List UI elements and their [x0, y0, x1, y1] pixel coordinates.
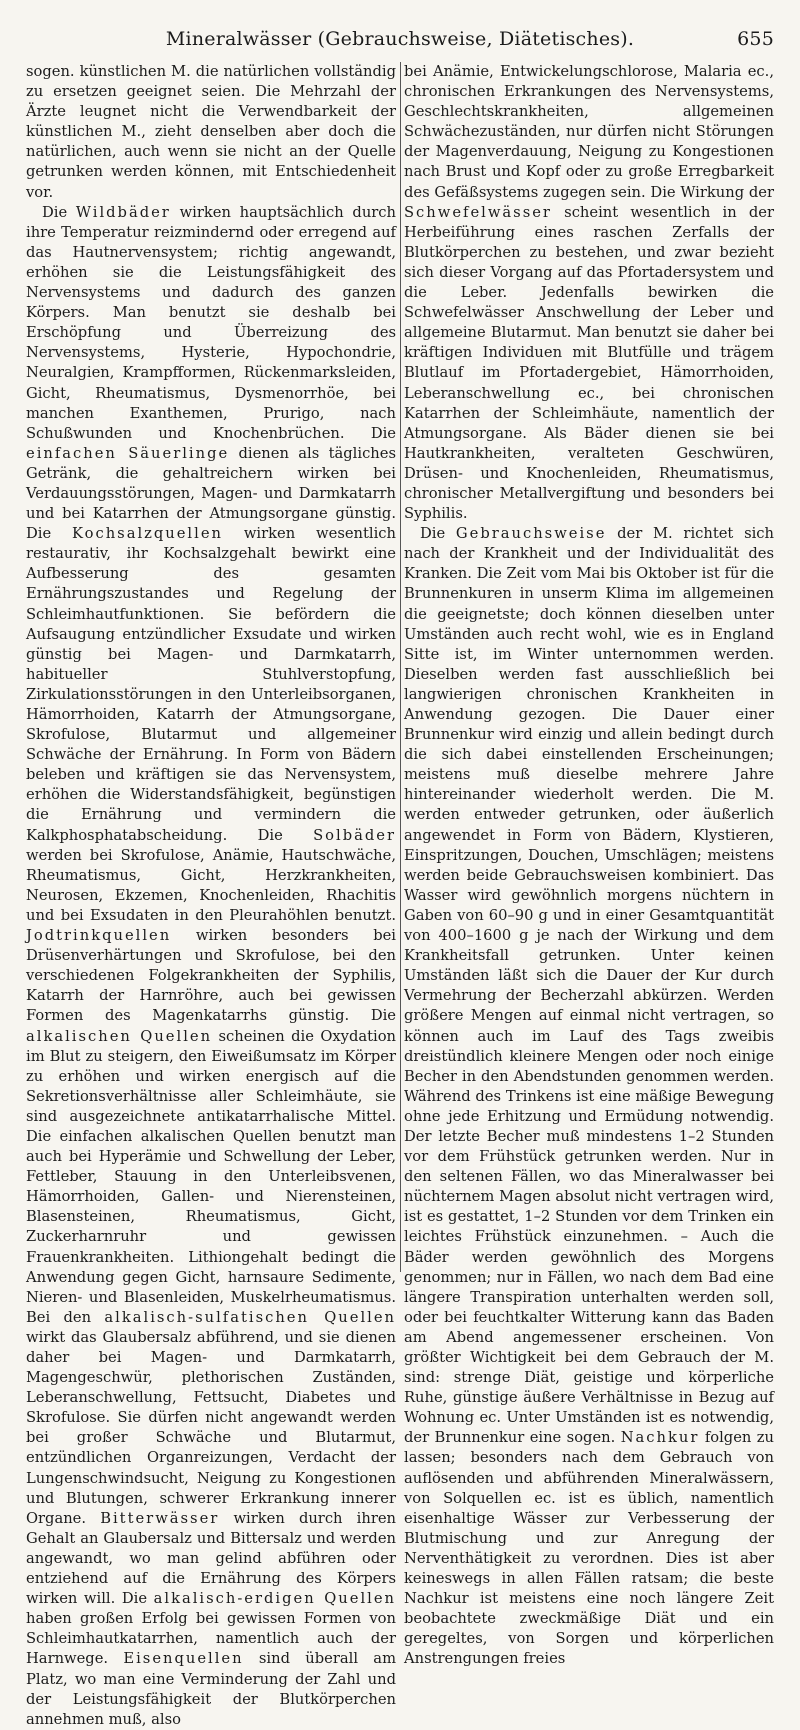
page-number: 655 [737, 28, 774, 50]
text-columns [26, 62, 774, 1728]
text-run: wirken durch ihren Gehalt an Glaubersalz und Bittersalz und werden angewandt, wo man gelind abführen oder entziehend auf die Ernährung des Körpers wirken will. Die [26, 1509, 396, 1608]
spaced-term: alkalisch-sulfatischen Quellen [104, 1308, 397, 1326]
paragraph [404, 524, 774, 1669]
text-run: Die [42, 203, 76, 221]
paragraph [26, 203, 396, 1730]
text-run: Die [420, 525, 456, 543]
running-title: Mineralwässer (Gebrauchsweise, Diätetisches). [165, 28, 635, 50]
text-run: der M. richtet sich nach der Krankheit und der Individualität des Kranken. Die Zeit vom Mai bis Oktober ist für die Brunnenkuren in unserm Klima im allgemeinen die geeignetste; doch können dieselben unter Umständen auch recht wohl, wie es in England Sitte ist, im Winter unternommen werden. Dieselben werden fast ausschließlich bei langwierigen chronischen Krankheiten in Anwendung gezogen. Die Dauer einer Brunnenkur wird einzig und allein bedingt durch die sich dabei einstellenden Erscheinungen; meistens muß dieselbe mehrere Jahre hintereinander wiederholt werden. Die M. werden entweder getrunken, oder äußerlich angewendet in Form von Bädern, Klystieren, Einspritzungen, Douchen, Umschlägen; meistens werden beide Gebrauchsweisen kombiniert. Das Wasser wird gewöhnlich morgens nüchtern in Gaben von 60–90 g und in einer Gesamtquantität von 400–1600 g je nach der Wirkung und dem Krankheitsfall getrunken. Unter keinen Umständen läßt sich die Dauer der Kur durch Vermehrung der Becherzahl abkürzen. Werden größere Mengen auf einmal nicht vertragen, so können auch im Lauf des Tags zweibis dreistündlich kleinere Mengen oder noch einige Becher in den Abendstunden genommen werden. Während des Trinkens ist eine mäßige Bewegung ohne jede Erhitzung und Ermüdung notwendig. Der letzte Becher muß mindestens 1–2 Stunden vor dem Frühstück getrunken werden. Nur in den seltenen Fällen, wo das Mineralwasser bei nüchternem Magen absolut nicht vertragen wird, ist es gestattet, 1–2 Stunden vor dem Trinken ein leichtes Frühstück einzunehmen. – Auch die Bäder werden gewöhnlich des Morgens genommen; nur in Fällen, wo nach dem Bad eine längere Transpiration unterhalten werden soll, oder bei feuchtkalter Witterung kann das Baden am Abend angemessener erscheinen. Von größter Wichtigkeit bei dem Gebrauch der M. sind: strenge Diät, geistige und körperliche Ruhe, günstige äußere Verhältnisse in Bezug auf Wohnung ec. Unter Umständen ist es notwendig, der Brunnenkur eine sogen. [404, 525, 774, 1447]
paragraph: sogen. künstlichen M. die natürlichen vollständig zu ersetzen geeignet seien. Die Mehrzahl der Ärzte leugnet nicht die Verwendbarkeit der künstlichen M., zieht denselben aber doch die natürlichen, auch wenn sie nicht an der Quelle getrunken werden können, mit Entschiedenheit vor. [26, 63, 396, 201]
spaced-term: Solbäder [313, 826, 396, 844]
spaced-term: Schwefelwässer [404, 203, 552, 221]
paragraph [404, 62, 774, 524]
right-column [404, 62, 774, 1668]
spaced-term: Gebrauchsweise [455, 525, 607, 543]
spaced-term: Jodtrinkquellen [26, 927, 172, 945]
column-divider [400, 62, 401, 1272]
spaced-term: einfachen Säuerlinge [26, 444, 230, 462]
text-run: haben großen Erfolg bei gewissen Formen von Schleimhautkatarrhen, namentlich auch der Harnwege. [26, 1610, 396, 1668]
text-run: wirkt das Glaubersalz abführend, und sie dienen daher bei Magen- und Darmkatarrh, Magengeschwür, plethorischen Zuständen, Leberanschwellung, Fettsucht, Diabetes und Skrofulose. Sie dürfen nicht angewandt werden bei großer Schwäche und Blutarmut, entzündlichen Organreizungen, Verdacht der Lungenschwindsucht, Neigung zu Kongestionen und Blutungen, schwerer Erkrankung innerer Organe. [26, 1328, 396, 1527]
text-run: dienen als tägliches Getränk, die gehaltreichern wirken bei Verdauungsstörungen, Magen- und Darmkatarrh und bei Katarrhen der Atmungsorgane günstig. Die [26, 444, 396, 543]
text-run: sind überall am Platz, wo man eine Verminderung der Zahl und der Leistungsfähigkeit der Blutkörperchen annehmen muß, also [26, 1650, 396, 1728]
spaced-term: alkalischen Quellen [26, 1027, 213, 1045]
spaced-term: Eisenquellen [123, 1650, 244, 1668]
spaced-term: alkalisch-erdigen Quellen [153, 1590, 396, 1608]
text-run: wirken hauptsächlich durch ihre Temperatur reizmindernd oder erregend auf das Hautnervensystem; richtig angewandt, erhöhen sie die Leistungsfähigkeit des Nervensystems und dadurch des ganzen Körpers. Man benutzt sie deshalb bei Erschöpfung und Überreizung des Nervensystems, Hysterie, Hypochondrie, Neuralgien, Krampfformen, Rückenmarksleiden, Gicht, Rheumatismus, Dysmenorrhöe, bei manchen Exanthemen, Prurigo, nach Schußwunden und Knochenbrüchen. Die [26, 203, 396, 442]
text-run: scheinen die Oxydation im Blut zu steigern, den Eiweißumsatz im Körper zu erhöhen und wirken energisch auf die Sekretionsverhältnisse aller Schleimhäute, sie sind ausgezeichnete antikatarrhalische Mittel. Die einfachen alkalischen Quellen benutzt man auch bei Hyperämie und Schwellung der Leber, Fettleber, Stauung in den Unterleibsvenen, Hämorrhoiden, Gallen- und Nierensteinen, Blasensteinen, Rheumatismus, Gicht, Zuckerharnruhr und gewissen Frauenkrankheiten. Lithiongehalt bedingt die Anwendung gegen Gicht, harnsaure Sedimente, Nieren- und Blasenleiden, Muskelrheumatismus. Bei den [26, 1027, 396, 1326]
page-header [26, 28, 774, 62]
text-run: folgen zu lassen; besonders nach dem Gebrauch von auflösenden und abführenden Mineralwässern, von Solquellen ec. ist es üblich, namentlich eisenhaltige Wässer zur Verbesserung der Blutmischung und zur Anregung der Nerventhätigkeit zu verordnen. Dies ist aber keineswegs in allen Fällen ratsam; die beste Nachkur ist meistens eine noch längere Zeit beobachtete zweckmäßige Diät und ein geregeltes, von Sorgen und körperlichen Anstrengungen freies [404, 1429, 774, 1668]
spaced-term: Bitterwässer [100, 1509, 220, 1527]
spaced-term: Kochsalzquellen [72, 525, 223, 543]
text-run: bei Anämie, Entwickelungschlorose, Malaria ec., chronischen Erkrankungen des Nervensystems, Geschlechtskrankheiten, allgemeinen Schwächezuständen, nur dürfen nicht Störungen der Magenverdauung, Neigung zu Kongestionen nach Brust und Kopf oder zu große Erregbarkeit des Gefäßsystems zugegen sein. Die Wirkung der [404, 63, 774, 201]
left-column [26, 62, 397, 1728]
text-run: scheint wesentlich in der Herbeiführung eines raschen Zerfalls der Blutkörperchen zu bestehen, und zwar bezieht sich dieser Vorgang auf das Pfortadersystem und die Leber. Jedenfalls bewirken die Schwefelwässer Anschwellung der Leber und allgemeine Blutarmut. Man benutzt sie daher bei kräftigen Individuen mit Blutfülle und trägem Blutlauf im Pfortadergebiet, Hämorrhoiden, Leberanschwellung ec., bei chronischen Katarrhen der Schleimhäute, namentlich der Atmungsorgane. Als Bäder dienen sie bei Hautkrankheiten, veralteten Geschwüren, Drüsen- und Knochenleiden, Rheumatismus, chronischer Metallvergiftung und besonders bei Syphilis. [404, 203, 774, 523]
text-run: wirken wesentlich restaurativ, ihr Kochsalzgehalt bewirkt eine Aufbesserung des gesamten Ernährungszustandes und Regelung der Schleimhautfunktionen. Sie befördern die Aufsaugung entzündlicher Exsudate und wirken günstig bei Magen- und Darmkatarrh, habitueller Stuhlverstopfung, Zirkulationsstörungen in den Unterleibsorganen, Hämorrhoiden, Katarrh der Atmungsorgane, Skrofulose, Blutarmut und allgemeiner Schwäche der Ernährung. In Form von Bädern beleben und kräftigen sie das Nervensystem, erhöhen die Widerstandsfähigkeit, begünstigen die Ernährung und vermindern die Kalkphosphatabscheidung. Die [26, 525, 396, 844]
text-run: werden bei Skrofulose, Anämie, Hautschwäche, Rheumatismus, Gicht, Herzkrankheiten, Neurosen, Ekzemen, Knochenleiden, Rhachitis und bei Exsudaten in den Pleurahöhlen benutzt. [26, 846, 396, 924]
text-run: wirken besonders bei Drüsenverhärtungen und Skrofulose, bei den verschiedenen Folgekrankheiten der Syphilis, Katarrh der Harnröhre, auch bei gewissen Formen des Magenkatarrhs günstig. Die [26, 927, 396, 1025]
spaced-term: Wildbäder [75, 203, 171, 221]
spaced-term: Nachkur [620, 1429, 700, 1447]
